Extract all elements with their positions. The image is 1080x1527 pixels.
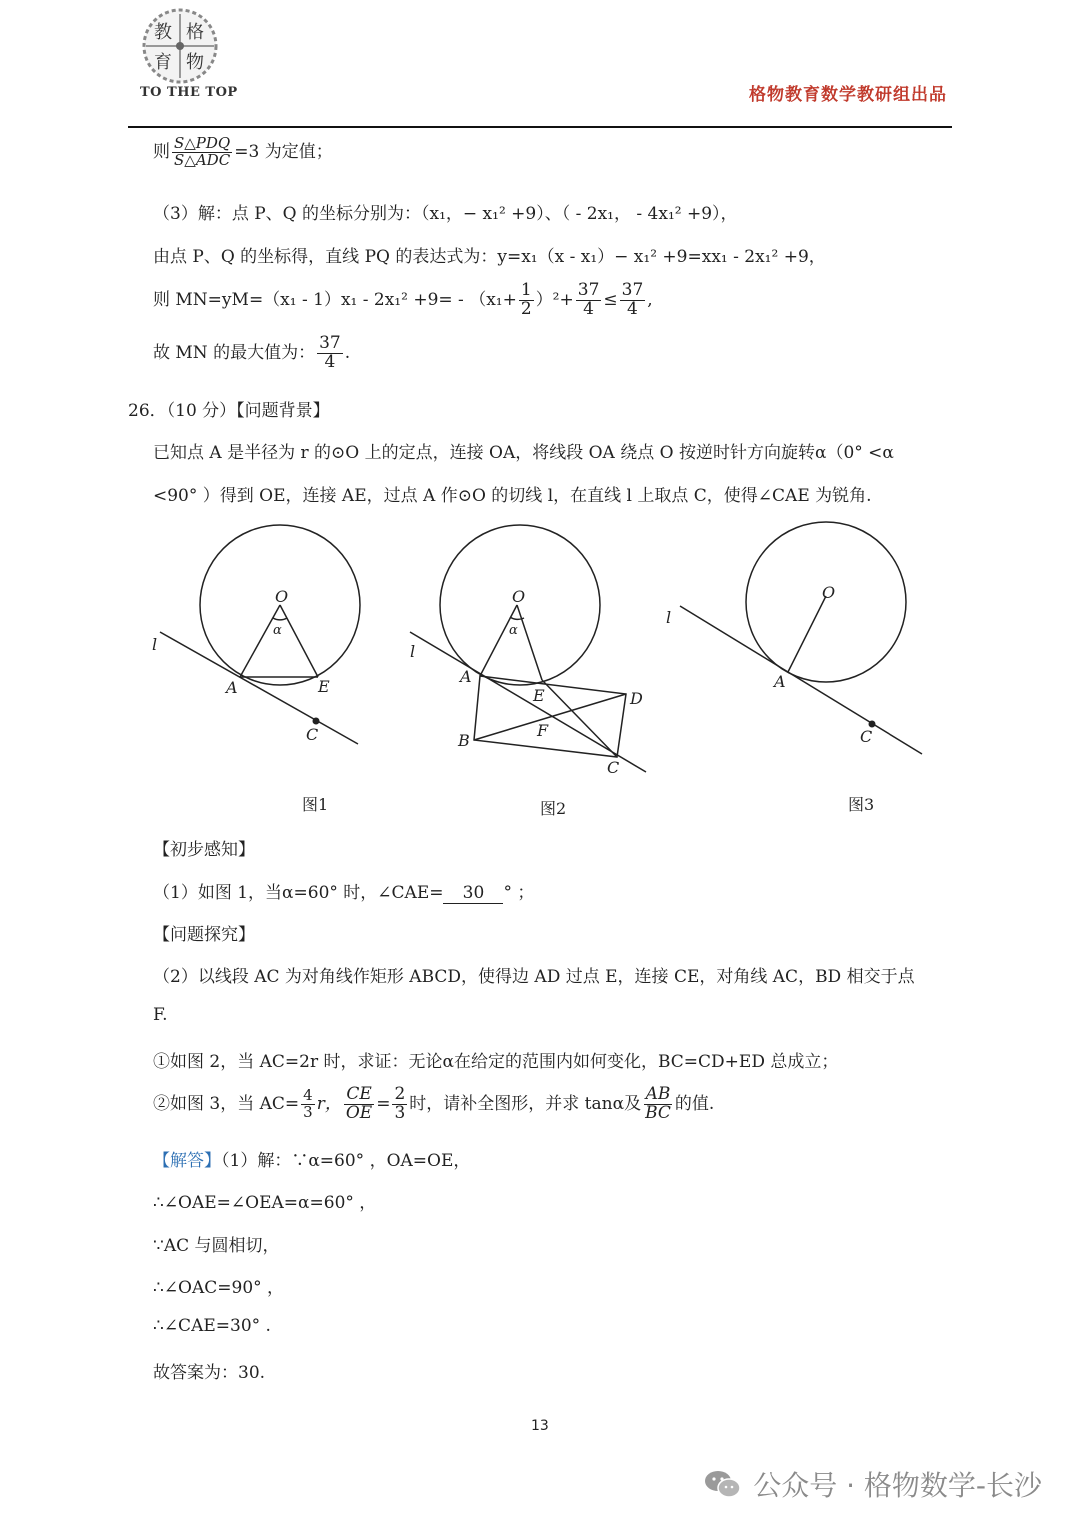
answer-line-3: ∵AC 与圆相切， — [153, 1236, 280, 1256]
page-number: 13 — [531, 1418, 549, 1434]
text: r， — [316, 1093, 342, 1114]
logo-char-3: 育 — [154, 52, 172, 73]
answer-blank: 30 — [443, 883, 503, 904]
header-title: 格物教育数学教研组出品 — [749, 85, 947, 105]
text: 的值. — [674, 1093, 715, 1114]
fig1-label-alpha: α — [273, 623, 282, 638]
fig3-oa — [788, 596, 826, 672]
line-ratio — [153, 136, 333, 169]
fig1-oa — [240, 605, 280, 677]
logo — [138, 8, 222, 96]
frac-den: 4 — [324, 351, 336, 372]
fig2-label-c: C — [607, 758, 620, 777]
fraction — [392, 1086, 407, 1123]
frac-den: S△ADC — [174, 150, 231, 169]
fig3-label-a: A — [774, 672, 786, 691]
fig2-label-f: F — [537, 721, 549, 740]
frac-num: CE — [346, 1084, 372, 1104]
line-max — [153, 335, 350, 372]
fraction — [519, 282, 534, 319]
frac-num: 37 — [621, 280, 644, 300]
question-part-2: （2）以线段 AC 为对角线作矩形 ABCD，使得边 AD 过点 E，连接 CE，对角线 AC，BD 相交于点 — [153, 967, 915, 987]
fraction — [317, 335, 343, 372]
line-p3-coords: （3）解：点 P、Q 的坐标分别为：（x₁，− x₁² +9）、（ - 2x₁， - 4x₁² +9）， — [153, 204, 738, 224]
figure-1-caption: 图1 — [302, 795, 329, 814]
figure-2-caption: 图2 — [540, 799, 567, 818]
question-26-title: 26．（10 分）【问题背景】 — [128, 401, 330, 421]
fig3-tangent — [680, 606, 922, 754]
question-part-1 — [153, 878, 534, 904]
fig2-bd — [474, 694, 626, 740]
figure-3-caption: 图3 — [848, 795, 875, 814]
fraction — [643, 1086, 673, 1123]
frac-den: BC — [645, 1102, 671, 1123]
sub-question-2 — [153, 1086, 714, 1123]
line-pq-expr: 由点 P、Q 的坐标得，直线 PQ 的表达式为：y=x₁（x - x₁）− x₁² +9=xx₁ - 2x₁² +9， — [153, 247, 826, 267]
frac-den: 4 — [583, 298, 594, 319]
wechat-icon — [703, 1468, 743, 1500]
watermark-text: 公众号 · 格物数学-长沙 — [753, 1469, 1042, 1502]
section-problem-exploration: 【问题探究】 — [153, 925, 255, 945]
geometry-figures — [140, 520, 960, 820]
fig2-label-l: l — [410, 642, 416, 661]
text: . — [344, 342, 351, 363]
text: =3 为定值； — [234, 141, 333, 162]
fig2-oa — [480, 605, 517, 676]
frac-num: AB — [645, 1084, 671, 1104]
fig3-circle — [746, 522, 906, 682]
frac-num: 4 — [303, 1086, 313, 1105]
watermark — [703, 1464, 1042, 1504]
text: ）²+ — [535, 289, 574, 310]
logo-caption: TO THE TOP — [140, 85, 238, 100]
frac-num: 2 — [394, 1084, 406, 1104]
text: 则 MN=yM=（x₁ - 1）x₁ - 2x₁² +9= - （x₁+ — [153, 289, 517, 310]
text: 则 — [153, 141, 170, 162]
fig2-label-alpha: α — [509, 623, 518, 638]
fig1-label-c: C — [306, 725, 319, 744]
frac-den: 3 — [303, 1102, 313, 1121]
answer-line-5: ∴∠CAE=30° . — [153, 1316, 271, 1336]
fig1-label-a: A — [226, 678, 238, 697]
answer-line-2: ∴∠OAE=∠OEA=α=60° ， — [153, 1193, 377, 1213]
answer-line-4: ∴∠OAC=90° ， — [153, 1278, 285, 1298]
section-initial-perception: 【初步感知】 — [153, 840, 255, 860]
fig3-label-c: C — [860, 727, 873, 746]
answer-tag: 【解答】 — [153, 1151, 221, 1171]
answer-line-1 — [153, 1146, 470, 1171]
question-part-2-cont: F. — [153, 1005, 168, 1025]
frac-den: 3 — [394, 1102, 406, 1123]
fig1-label-l: l — [152, 635, 158, 654]
frac-num: 1 — [520, 280, 532, 300]
frac-den: OE — [345, 1102, 373, 1123]
problem-para-2: <90° ）得到 OE，连接 AE，过点 A 作⊙O 的切线 l，在直线 l 上取点 C，使得∠CAE 为锐角. — [153, 486, 872, 506]
fig1-label-e: E — [318, 677, 330, 696]
fraction — [172, 136, 232, 169]
frac-den: 2 — [520, 298, 532, 319]
fig2-label-b: B — [458, 731, 470, 750]
text: （1）解：∵α=60° ，OA=OE， — [221, 1151, 471, 1171]
sub-question-1: ①如图 2，当 AC=2r 时，求证：无论α在给定的范围内如何变化，BC=CD+ED 总成立； — [153, 1052, 839, 1072]
fig3-label-l: l — [666, 608, 672, 627]
fig2-label-d: D — [630, 689, 643, 708]
fig2-label-a: A — [460, 667, 472, 686]
fig1-label-o: O — [275, 587, 289, 606]
frac-den: 4 — [627, 298, 638, 319]
logo-char-2: 格 — [186, 22, 204, 43]
fig2-oe — [517, 605, 542, 680]
fraction — [576, 282, 602, 319]
logo-char-1: 教 — [154, 22, 172, 43]
text: = — [376, 1093, 391, 1114]
fig3-label-o: O — [822, 583, 836, 602]
frac-num: S△PDQ — [174, 134, 231, 152]
fig2-label-o: O — [512, 587, 526, 606]
fraction — [344, 1086, 374, 1123]
fig1-angle-arc — [273, 618, 287, 620]
fig1-point-c — [313, 718, 320, 725]
frac-num: 37 — [319, 333, 341, 353]
problem-para-1: 已知点 A 是半径为 r 的⊙O 上的定点，连接 OA，将线段 OA 绕点 O 按逆时针方向旋转α（0° <α — [153, 443, 894, 463]
header-divider — [128, 126, 952, 128]
text: 故 MN 的最大值为： — [153, 342, 316, 363]
fig1-oe — [280, 605, 318, 677]
frac-num: 37 — [577, 280, 600, 300]
text: ≤ — [603, 289, 618, 310]
text: （1）如图 1，当α=60° 时，∠CAE= — [153, 883, 444, 903]
text: ° ； — [503, 883, 535, 903]
text: ②如图 3，当 AC= — [153, 1093, 300, 1114]
fraction — [301, 1088, 315, 1121]
fraction — [620, 282, 646, 319]
line-mn — [153, 282, 653, 319]
answer-line-6: 故答案为：30. — [153, 1363, 266, 1383]
text: , — [647, 289, 653, 310]
text: 时，请补全图形，并求 tanα及 — [409, 1093, 642, 1114]
fig2-label-e: E — [533, 686, 545, 705]
logo-char-4: 物 — [186, 52, 204, 73]
